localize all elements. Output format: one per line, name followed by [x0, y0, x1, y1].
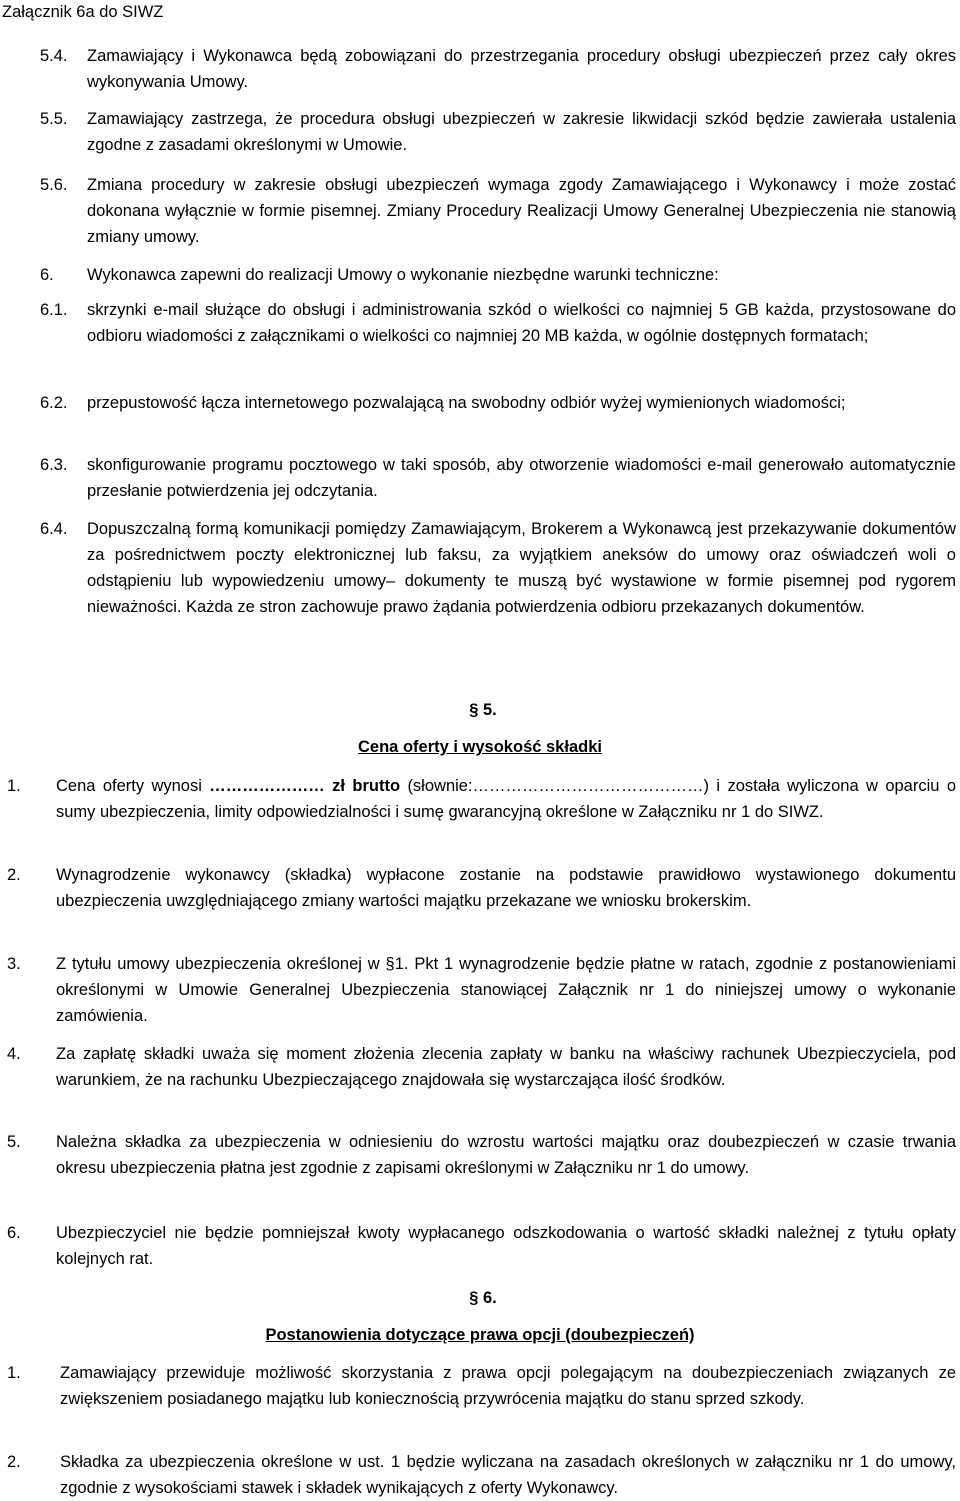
item-text: Z tytułu umowy ubezpieczenia określonej w §1. Pkt 1 wynagrodzenie będzie płatne w ratach, zgodnie z postanowieniami określonymi w Umowie Generalnej Ubezpieczenia stanowiącej Załącznik nr 1 do niniejszej umowy o wykonanie zamówienia. [56, 955, 956, 1025]
clause-text: Zmiana procedury w zakresie obsługi ubezpieczeń wymaga zgody Zamawiającego i Wykonawcy i może zostać dokonana wyłącznie w formie pisemnej. Zmiany Procedury Realizacji Umowy Generalnej Ubezpieczenia nie stanowią zmiany umowy. [87, 176, 956, 246]
paragraph-6-number: § 6. [469, 1289, 497, 1307]
clause-number: 6.3. [40, 456, 68, 474]
price-label: Cena oferty wynosi [56, 777, 202, 795]
item-number: 6. [7, 1224, 21, 1242]
item-text: Składka za ubezpieczenia określone w ust. 1 będzie wyliczana na zasadach określonych w załączniku nr 1 do umowy, zgodnie z wysokościami stawek i składek wynikających z oferty Wykonawcy. [60, 1453, 956, 1497]
paragraph-5-title [0, 734, 960, 760]
item-number: 1. [7, 777, 21, 795]
clause-6-1 [40, 297, 956, 349]
paragraph-5-number: § 5. [469, 701, 497, 719]
item-number: 1. [7, 1364, 21, 1382]
clause-number: 6.4. [40, 520, 68, 538]
item-number: 3. [7, 955, 21, 973]
price-amount-blank: ………………… zł brutto [209, 777, 401, 795]
paragraph-6-title-text: Postanowienia dotyczące prawa opcji (doubezpieczeń) [265, 1326, 695, 1344]
price-rest: (słownie:……………………………………) i została wyliczona w oparciu o sumy ubezpieczenia, limity odpowiedzialności i sumę gwarancyjną określone w Załączniku nr 1 do SIWZ. [56, 777, 956, 821]
clause-number: 6. [40, 266, 54, 284]
clause-number: 5.5. [40, 110, 68, 128]
item-text: Zamawiający przewiduje możliwość skorzystania z prawa opcji polegającym na doubezpieczeniach związanych ze zwiększeniem posiadanego majątku lub koniecznością przywrócenia majątku do stanu sprzed szkody. [60, 1364, 956, 1408]
clause-text: skonfigurowanie programu pocztowego w taki sposób, aby otworzenie wiadomości e-mail generowało automatycznie przesłanie potwierdzenia jej odczytania. [87, 456, 956, 500]
par5-item-6 [7, 1220, 956, 1272]
item-text: Za zapłatę składki uważa się moment złożenia zlecenia zapłaty w banku na właściwy rachunek Ubezpieczyciela, pod warunkiem, że na rachunku Ubezpieczającego znajdowała się wystarczająca ilość środków. [56, 1045, 956, 1089]
clause-text: Wykonawca zapewni do realizacji Umowy o wykonanie niezbędne warunki techniczne: [87, 266, 719, 284]
clause-5-4 [40, 43, 956, 95]
item-number: 2. [7, 1453, 21, 1471]
clause-text: przepustowość łącza internetowego pozwalającą na swobodny odbiór wyżej wymienionych wiadomości; [87, 394, 846, 412]
clause-text: Zamawiający i Wykonawca będą zobowiązani do przestrzegania procedury obsługi ubezpieczeń przez cały okres wykonywania Umowy. [87, 47, 956, 91]
item-number: 4. [7, 1045, 21, 1063]
item-text: Ubezpieczyciel nie będzie pomniejszał kwoty wypłacanego odszkodowania o wartość składki należnej z tytułu opłaty kolejnych rat. [56, 1224, 956, 1268]
clause-text: skrzynki e-mail służące do obsługi i administrowania szkód o wielkości co najmniej 5 GB każda, przystosowane do odbioru wiadomości z załącznikami o wielkości co najmniej 20 MB każda, w ogólnie dostępnych formatach; [87, 301, 956, 345]
clause-number: 5.4. [40, 47, 68, 65]
clause-6-2 [40, 390, 956, 416]
par5-item-2 [7, 862, 956, 914]
item-text: Wynagrodzenie wykonawcy (składka) wypłacone zostanie na podstawie prawidłowo wystawionego dokumentu ubezpieczenia uwzględniającego zmiany wartości majątku przekazane we wniosku brokerskim. [56, 866, 956, 910]
attachment-header: Załącznik 6a do SIWZ [2, 3, 164, 21]
par5-item-4 [7, 1041, 956, 1093]
paragraph-5-title-text: Cena oferty i wysokość składki [358, 738, 602, 756]
clause-6-3 [40, 452, 956, 504]
clause-text: Dopuszczalną formą komunikacji pomiędzy Zamawiającym, Brokerem a Wykonawcą jest przekazywanie dokumentów za pośrednictwem poczty elektronicznej lub faksu, za wyjątkiem aneksów do umowy oraz oświadczeń woli o odstąpieniu lub wypowiedzeniu umowy– dokumenty te muszą być wystawione w formie pisemnej pod rygorem nieważności. Każda ze stron zachowuje prawo żądania potwierdzenia odbioru przekazanych dokumentów. [87, 520, 956, 616]
item-number: 5. [7, 1133, 21, 1151]
clause-6-4 [40, 516, 956, 620]
item-text: Należna składka za ubezpieczenia w odniesieniu do wzrostu wartości majątku oraz doubezpieczeń w czasie trwania okresu ubezpieczenia płatna jest zgodnie z zapisami określonymi w Załączniku nr 1 do umowy. [56, 1133, 956, 1177]
par6-item-2 [7, 1449, 956, 1501]
par5-item-3 [7, 951, 956, 1029]
item-number: 2. [7, 866, 21, 884]
paragraph-6-title [0, 1322, 960, 1348]
clause-6 [40, 262, 956, 288]
par6-item-1 [7, 1360, 956, 1412]
clause-text: Zamawiający zastrzega, że procedura obsługi ubezpieczeń w zakresie likwidacji szkód będzie zawierała ustalenia zgodne z zasadami określonymi w Umowie. [87, 110, 956, 154]
clause-number: 6.2. [40, 394, 68, 412]
clause-5-5 [40, 106, 956, 158]
clause-5-6 [40, 172, 956, 250]
par5-item-1 [7, 773, 956, 825]
par5-item-5 [7, 1129, 956, 1181]
clause-number: 6.1. [40, 301, 68, 319]
clause-number: 5.6. [40, 176, 68, 194]
item-text [7, 773, 956, 825]
